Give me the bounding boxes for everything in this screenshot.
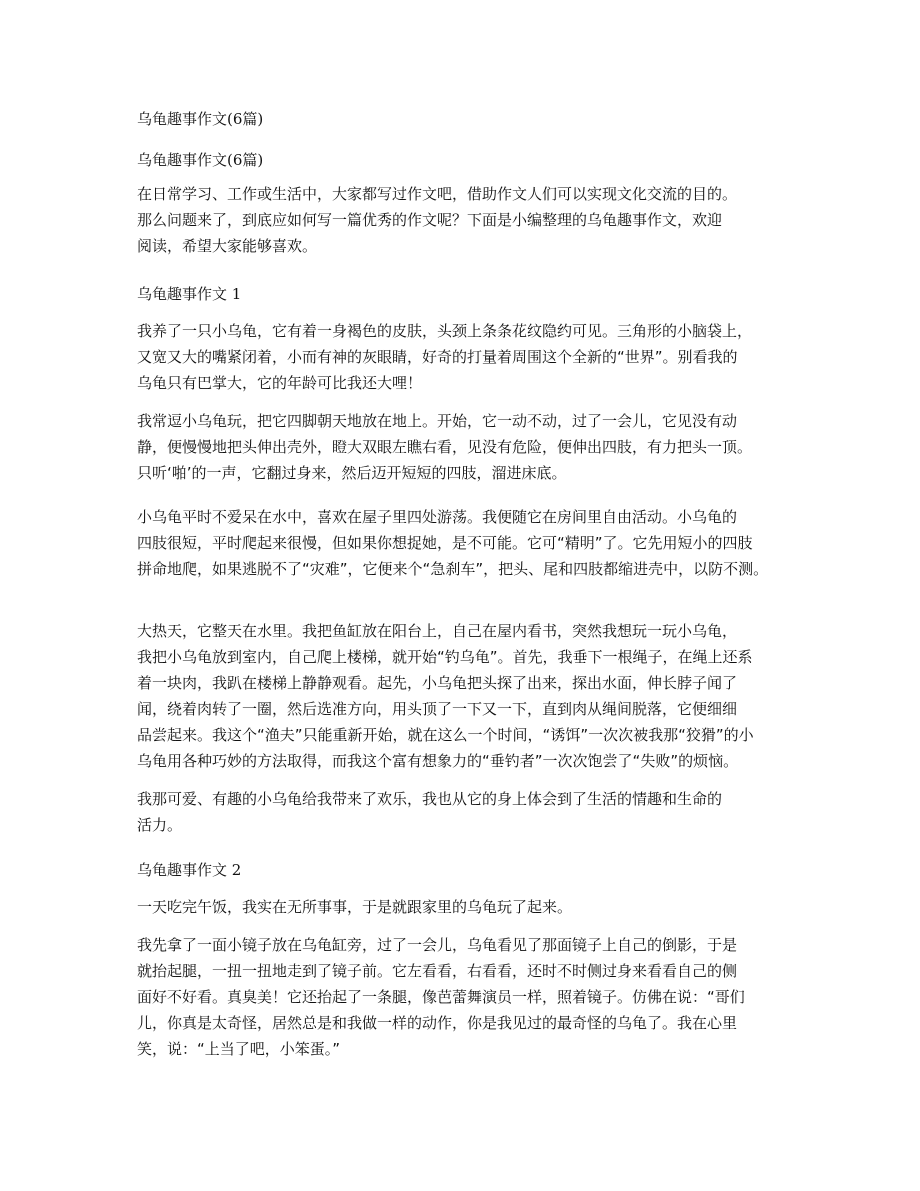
- intro-paragraph: [137, 181, 787, 259]
- text-line: 活力。: [137, 816, 183, 834]
- text-line: 面好不好看。真臭美！它还抬起了一条腿，像芭蕾舞演员一样，照着镜子。仿佛在说：“哥们: [137, 988, 745, 1006]
- text-line: 我养了一只小乌龟，它有着一身褐色的皮肤，头颈上条条花纹隐约可见。三角形的小脑袋上，: [137, 322, 753, 340]
- essay-1-paragraph-5: [137, 786, 787, 838]
- text-line: 只听‘啪’的一声，它翻过身来，然后迈开短短的四肢，溜进床底。: [137, 464, 567, 482]
- text-line: 儿，你真是太奇怪，居然总是和我做一样的动作，你是我见过的最奇怪的乌龟了。我在心里: [137, 1014, 738, 1032]
- text-line: 我把小乌龟放到室内，自己爬上楼梯，就开始“钓乌龟”。首先，我垂下一根绳子，在绳上还系: [137, 648, 753, 666]
- essay-2-paragraph-1: [137, 894, 787, 920]
- text-line: 我那可爱、有趣的小乌龟给我带来了欢乐，我也从它的身上体会到了生活的情趣和生命的: [137, 790, 723, 808]
- text-line: 拼命地爬，如果逃脱不了“灾难”，它便来个“急刹车”，把头、尾和四肢都缩进壳中，以防不测。: [137, 560, 769, 578]
- essay-1-paragraph-2: [137, 408, 787, 486]
- essay-2-heading: 乌龟趣事作文 2: [137, 861, 242, 879]
- text-line: 小乌龟平时不爱呆在水中，喜欢在屋子里四处游荡。我便随它在房间里自由活动。小乌龟的: [137, 508, 738, 526]
- essay-1-heading: 乌龟趣事作文 1: [137, 285, 242, 303]
- text-line: 在日常学习、工作或生活中，大家都写过作文吧，借助作文人们可以实现文化交流的目的。: [137, 185, 738, 203]
- text-line: 阅读，希望大家能够喜欢。: [137, 237, 318, 255]
- document-subtitle: 乌龟趣事作文(6篇): [137, 151, 264, 169]
- text-line: 着一块肉，我趴在楼梯上静静观看。起先，小乌龟把头探了出来，探出水面，伸长脖子闻了: [137, 674, 738, 692]
- text-line: 四肢很短，平时爬起来很慢，但如果你想捉她，是不可能。它可“精明”了。它先用短小的四肢: [137, 534, 753, 552]
- text-line: 乌龟用各种巧妙的方法取得，而我这个富有想象力的“垂钓者”一次次饱尝了“失败”的烦恼。: [137, 752, 739, 770]
- text-line: 静，便慢慢地把头伸出壳外，瞪大双眼左瞧右看，见没有危险，便伸出四肢，有力把头一顶。: [137, 438, 753, 456]
- text-line: 闻，绕着肉转了一圈，然后选准方向，用头顶了一下又一下，直到肉从绳间脱落，它便细细: [137, 700, 738, 718]
- essay-1-paragraph-4: [137, 618, 787, 774]
- essay-1-paragraph-3: [137, 504, 787, 582]
- essay-1-paragraph-1: [137, 318, 787, 396]
- text-line: 大热天，它整天在水里。我把鱼缸放在阳台上，自己在屋内看书，突然我想玩一玩小乌龟，: [137, 622, 738, 640]
- text-line: 乌龟只有巴掌大，它的年龄可比我还大哩！: [137, 374, 423, 392]
- text-line: 又宽又大的嘴紧闭着，小而有神的灰眼睛，好奇的打量着周围这个全新的“世界”。别看我的: [137, 348, 738, 366]
- document-title: 乌龟趣事作文(6篇): [137, 110, 264, 128]
- essay-2-paragraph-2: [137, 932, 787, 1062]
- text-line: 笑，说：“上当了吧，小笨蛋。”: [137, 1040, 341, 1058]
- text-line: 一天吃完午饭，我实在无所事事，于是就跟家里的乌龟玩了起来。: [137, 898, 573, 916]
- text-line: 我先拿了一面小镜子放在乌龟缸旁，过了一会儿，乌龟看见了那面镜子上自己的倒影，于是: [137, 936, 738, 954]
- text-line: 就抬起腿，一扭一扭地走到了镜子前。它左看看，右看看，还时不时侧过身来看看自己的侧: [137, 962, 738, 980]
- text-line: 我常逗小乌龟玩，把它四脚朝天地放在地上。开始，它一动不动，过了一会儿，它见没有动: [137, 412, 738, 430]
- text-line: 品尝起来。我这个“渔夫”只能重新开始，就在这么一个时间，“诱饵”一次次被我那“狡猾”的小: [137, 726, 754, 744]
- text-line: 那么问题来了，到底应如何写一篇优秀的作文呢？下面是小编整理的乌龟趣事作文，欢迎: [137, 211, 723, 229]
